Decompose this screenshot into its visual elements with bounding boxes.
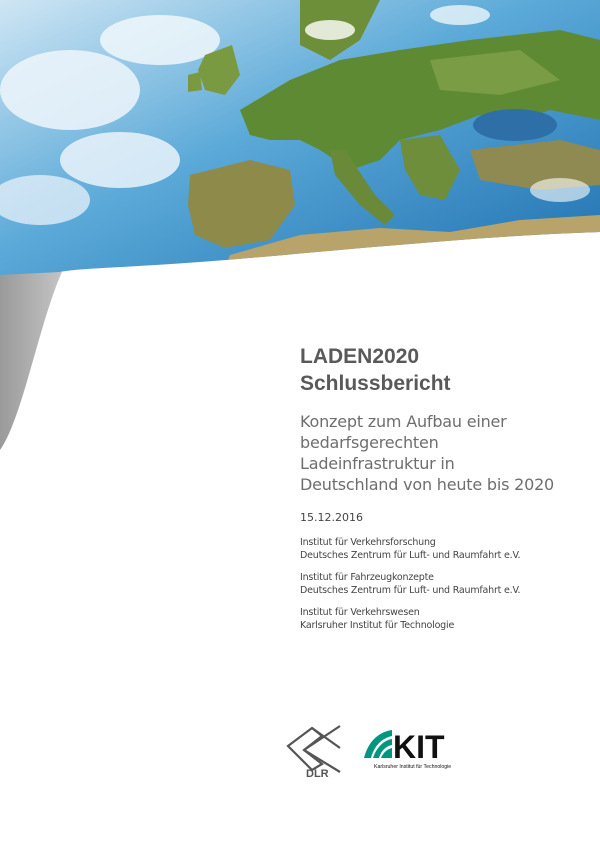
title-line-1: LADEN2020 [300,345,420,368]
report-subtitle [300,411,590,495]
institute-org: Karlsruher Institut für Technologie [300,619,455,631]
institute-entry [300,607,590,632]
cover-text-block [300,343,590,642]
subtitle-line: Ladeinfrastruktur in [300,454,455,473]
subtitle-line: Konzept zum Aufbau einer [300,412,507,431]
institute-entry [300,572,590,597]
institute-list [300,537,590,632]
subtitle-line: Deutschland von heute bis 2020 [300,475,555,494]
institute-org: Deutsches Zentrum für Luft- und Raumfahrt e.V. [300,584,521,596]
title-line-2: Schlussbericht [300,372,451,395]
report-title [300,343,590,397]
institute-name: Institut für Fahrzeugkonzepte [300,572,434,583]
report-date: 15.12.2016 [300,511,363,524]
kit-logo-subtext: Karlsruher Institut für Technologie [374,764,452,770]
kit-logo [364,729,451,770]
institute-entry [300,537,590,562]
institute-name: Institut für Verkehrswesen [300,607,420,618]
institute-org: Deutsches Zentrum für Luft- und Raumfahrt e.V. [300,549,521,561]
subtitle-line: bedarfsgerechten [300,433,439,452]
dlr-logo [288,726,340,778]
institute-name: Institut für Verkehrsforschung [300,537,436,548]
dlr-logo-text: DLR [306,768,329,778]
partner-logos [282,718,482,778]
kit-logo-text: KIT [393,729,445,765]
